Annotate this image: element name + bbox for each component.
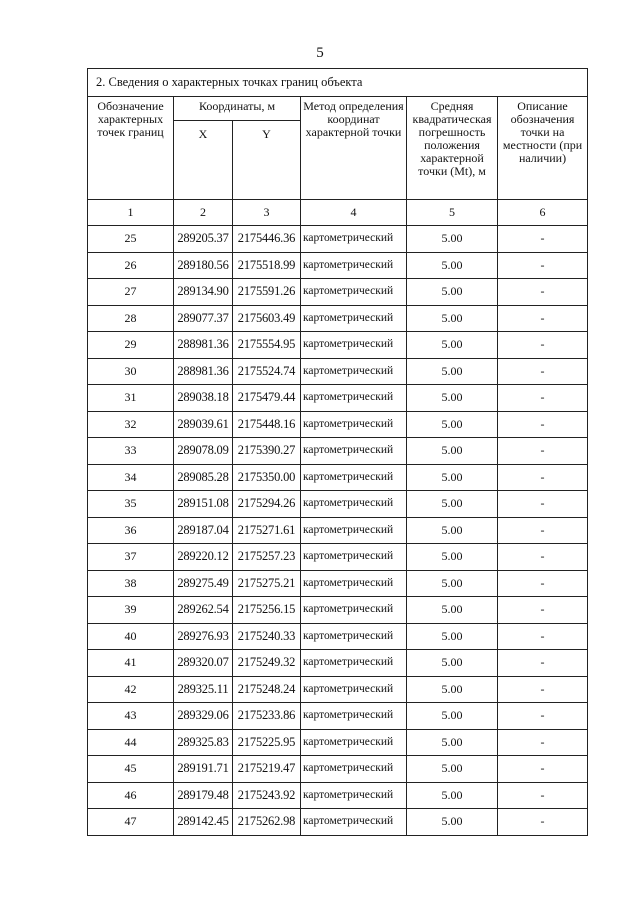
header-method: Метод определения координат характерной точки bbox=[301, 97, 407, 200]
table-row bbox=[88, 597, 588, 624]
x-coordinate-cell: 289039.61 bbox=[174, 411, 233, 438]
table-row bbox=[88, 676, 588, 703]
description-cell: - bbox=[498, 809, 588, 836]
header-mean-error: Средняя квадратическая погрешность положения характерной точки (Mt), м bbox=[407, 97, 498, 200]
point-id-cell: 44 bbox=[88, 729, 174, 756]
y-coordinate-cell: 2175262.98 bbox=[233, 809, 301, 836]
description-cell: - bbox=[498, 252, 588, 279]
y-coordinate-cell: 2175603.49 bbox=[233, 305, 301, 332]
point-id-cell: 28 bbox=[88, 305, 174, 332]
point-id-cell: 41 bbox=[88, 650, 174, 677]
section-title-row bbox=[88, 69, 588, 97]
point-id-cell: 33 bbox=[88, 438, 174, 465]
point-id-cell: 31 bbox=[88, 385, 174, 412]
point-id-cell: 40 bbox=[88, 623, 174, 650]
mean-error-cell: 5.00 bbox=[407, 782, 498, 809]
x-coordinate-cell: 289325.83 bbox=[174, 729, 233, 756]
description-cell: - bbox=[498, 782, 588, 809]
table-row bbox=[88, 358, 588, 385]
description-cell: - bbox=[498, 623, 588, 650]
table-row bbox=[88, 650, 588, 677]
y-coordinate-cell: 2175275.21 bbox=[233, 570, 301, 597]
x-coordinate-cell: 289276.93 bbox=[174, 623, 233, 650]
point-id-cell: 34 bbox=[88, 464, 174, 491]
description-cell: - bbox=[498, 358, 588, 385]
description-cell: - bbox=[498, 676, 588, 703]
point-id-cell: 35 bbox=[88, 491, 174, 518]
method-cell: картометрический bbox=[301, 729, 407, 756]
table-row bbox=[88, 703, 588, 730]
point-id-cell: 25 bbox=[88, 226, 174, 253]
description-cell: - bbox=[498, 491, 588, 518]
mean-error-cell: 5.00 bbox=[407, 650, 498, 677]
description-cell: - bbox=[498, 464, 588, 491]
table-row bbox=[88, 756, 588, 783]
method-cell: картометрический bbox=[301, 676, 407, 703]
method-cell: картометрический bbox=[301, 623, 407, 650]
section-title: 2. Сведения о характерных точках границ объекта bbox=[88, 69, 588, 97]
y-coordinate-cell: 2175256.15 bbox=[233, 597, 301, 624]
x-coordinate-cell: 289085.28 bbox=[174, 464, 233, 491]
method-cell: картометрический bbox=[301, 252, 407, 279]
mean-error-cell: 5.00 bbox=[407, 438, 498, 465]
y-coordinate-cell: 2175219.47 bbox=[233, 756, 301, 783]
point-id-cell: 42 bbox=[88, 676, 174, 703]
mean-error-cell: 5.00 bbox=[407, 623, 498, 650]
mean-error-cell: 5.00 bbox=[407, 570, 498, 597]
column-number: 4 bbox=[301, 200, 407, 226]
method-cell: картометрический bbox=[301, 358, 407, 385]
page-number: 5 bbox=[316, 45, 324, 61]
x-coordinate-cell: 289187.04 bbox=[174, 517, 233, 544]
column-numbers-row bbox=[88, 200, 588, 226]
mean-error-cell: 5.00 bbox=[407, 703, 498, 730]
point-id-cell: 37 bbox=[88, 544, 174, 571]
point-id-cell: 43 bbox=[88, 703, 174, 730]
point-id-cell: 45 bbox=[88, 756, 174, 783]
x-coordinate-cell: 289205.37 bbox=[174, 226, 233, 253]
table-row bbox=[88, 464, 588, 491]
description-cell: - bbox=[498, 756, 588, 783]
column-number: 5 bbox=[407, 200, 498, 226]
y-coordinate-cell: 2175271.61 bbox=[233, 517, 301, 544]
method-cell: картометрический bbox=[301, 782, 407, 809]
y-coordinate-cell: 2175233.86 bbox=[233, 703, 301, 730]
description-cell: - bbox=[498, 279, 588, 306]
y-coordinate-cell: 2175257.23 bbox=[233, 544, 301, 571]
table-row bbox=[88, 517, 588, 544]
table-row bbox=[88, 570, 588, 597]
point-id-cell: 32 bbox=[88, 411, 174, 438]
y-coordinate-cell: 2175350.00 bbox=[233, 464, 301, 491]
table-row bbox=[88, 305, 588, 332]
method-cell: картометрический bbox=[301, 226, 407, 253]
point-id-cell: 38 bbox=[88, 570, 174, 597]
mean-error-cell: 5.00 bbox=[407, 358, 498, 385]
x-coordinate-cell: 289078.09 bbox=[174, 438, 233, 465]
mean-error-cell: 5.00 bbox=[407, 517, 498, 544]
method-cell: картометрический bbox=[301, 411, 407, 438]
mean-error-cell: 5.00 bbox=[407, 226, 498, 253]
method-cell: картометрический bbox=[301, 756, 407, 783]
x-coordinate-cell: 289220.12 bbox=[174, 544, 233, 571]
description-cell: - bbox=[498, 411, 588, 438]
description-cell: - bbox=[498, 332, 588, 359]
description-cell: - bbox=[498, 517, 588, 544]
table-row bbox=[88, 729, 588, 756]
x-coordinate-cell: 288981.36 bbox=[174, 332, 233, 359]
method-cell: картометрический bbox=[301, 517, 407, 544]
point-id-cell: 26 bbox=[88, 252, 174, 279]
table-row bbox=[88, 279, 588, 306]
y-coordinate-cell: 2175225.95 bbox=[233, 729, 301, 756]
point-id-cell: 47 bbox=[88, 809, 174, 836]
table-row bbox=[88, 332, 588, 359]
method-cell: картометрический bbox=[301, 809, 407, 836]
header-x: X bbox=[174, 121, 233, 200]
point-id-cell: 39 bbox=[88, 597, 174, 624]
point-id-cell: 30 bbox=[88, 358, 174, 385]
method-cell: картометрический bbox=[301, 438, 407, 465]
method-cell: картометрический bbox=[301, 703, 407, 730]
mean-error-cell: 5.00 bbox=[407, 809, 498, 836]
method-cell: картометрический bbox=[301, 597, 407, 624]
method-cell: картометрический bbox=[301, 544, 407, 571]
x-coordinate-cell: 289134.90 bbox=[174, 279, 233, 306]
table-row bbox=[88, 438, 588, 465]
column-number: 2 bbox=[174, 200, 233, 226]
header-row bbox=[88, 97, 588, 121]
boundary-points-table bbox=[87, 68, 588, 836]
table-row bbox=[88, 411, 588, 438]
header-description: Описание обозначения точки на местности (при наличии) bbox=[498, 97, 588, 200]
column-number: 6 bbox=[498, 200, 588, 226]
x-coordinate-cell: 289142.45 bbox=[174, 809, 233, 836]
table-row bbox=[88, 385, 588, 412]
x-coordinate-cell: 289262.54 bbox=[174, 597, 233, 624]
x-coordinate-cell: 289325.11 bbox=[174, 676, 233, 703]
x-coordinate-cell: 289077.37 bbox=[174, 305, 233, 332]
method-cell: картометрический bbox=[301, 464, 407, 491]
x-coordinate-cell: 289275.49 bbox=[174, 570, 233, 597]
x-coordinate-cell: 289320.07 bbox=[174, 650, 233, 677]
description-cell: - bbox=[498, 438, 588, 465]
method-cell: картометрический bbox=[301, 385, 407, 412]
mean-error-cell: 5.00 bbox=[407, 464, 498, 491]
method-cell: картометрический bbox=[301, 570, 407, 597]
mean-error-cell: 5.00 bbox=[407, 305, 498, 332]
table-row bbox=[88, 491, 588, 518]
description-cell: - bbox=[498, 544, 588, 571]
point-id-cell: 29 bbox=[88, 332, 174, 359]
x-coordinate-cell: 289038.18 bbox=[174, 385, 233, 412]
y-coordinate-cell: 2175294.26 bbox=[233, 491, 301, 518]
y-coordinate-cell: 2175249.32 bbox=[233, 650, 301, 677]
mean-error-cell: 5.00 bbox=[407, 544, 498, 571]
description-cell: - bbox=[498, 597, 588, 624]
description-cell: - bbox=[498, 226, 588, 253]
description-cell: - bbox=[498, 650, 588, 677]
description-cell: - bbox=[498, 305, 588, 332]
y-coordinate-cell: 2175243.92 bbox=[233, 782, 301, 809]
table-row bbox=[88, 782, 588, 809]
y-coordinate-cell: 2175518.99 bbox=[233, 252, 301, 279]
table-row bbox=[88, 252, 588, 279]
method-cell: картометрический bbox=[301, 491, 407, 518]
method-cell: картометрический bbox=[301, 279, 407, 306]
description-cell: - bbox=[498, 570, 588, 597]
x-coordinate-cell: 289151.08 bbox=[174, 491, 233, 518]
y-coordinate-cell: 2175446.36 bbox=[233, 226, 301, 253]
y-coordinate-cell: 2175248.24 bbox=[233, 676, 301, 703]
y-coordinate-cell: 2175554.95 bbox=[233, 332, 301, 359]
method-cell: картометрический bbox=[301, 650, 407, 677]
y-coordinate-cell: 2175524.74 bbox=[233, 358, 301, 385]
table-row bbox=[88, 226, 588, 253]
column-number: 3 bbox=[233, 200, 301, 226]
description-cell: - bbox=[498, 729, 588, 756]
y-coordinate-cell: 2175479.44 bbox=[233, 385, 301, 412]
point-id-cell: 36 bbox=[88, 517, 174, 544]
point-id-cell: 46 bbox=[88, 782, 174, 809]
mean-error-cell: 5.00 bbox=[407, 597, 498, 624]
x-coordinate-cell: 289191.71 bbox=[174, 756, 233, 783]
description-cell: - bbox=[498, 385, 588, 412]
y-coordinate-cell: 2175390.27 bbox=[233, 438, 301, 465]
x-coordinate-cell: 288981.36 bbox=[174, 358, 233, 385]
x-coordinate-cell: 289180.56 bbox=[174, 252, 233, 279]
y-coordinate-cell: 2175240.33 bbox=[233, 623, 301, 650]
mean-error-cell: 5.00 bbox=[407, 279, 498, 306]
mean-error-cell: 5.00 bbox=[407, 252, 498, 279]
method-cell: картометрический bbox=[301, 305, 407, 332]
x-coordinate-cell: 289179.48 bbox=[174, 782, 233, 809]
method-cell: картометрический bbox=[301, 332, 407, 359]
table-row bbox=[88, 809, 588, 836]
point-id-cell: 27 bbox=[88, 279, 174, 306]
table-row bbox=[88, 544, 588, 571]
mean-error-cell: 5.00 bbox=[407, 729, 498, 756]
header-y: Y bbox=[233, 121, 301, 200]
header-point-designation: Обозначение характерных точек границ bbox=[88, 97, 174, 200]
table-row bbox=[88, 623, 588, 650]
mean-error-cell: 5.00 bbox=[407, 676, 498, 703]
mean-error-cell: 5.00 bbox=[407, 411, 498, 438]
y-coordinate-cell: 2175448.16 bbox=[233, 411, 301, 438]
mean-error-cell: 5.00 bbox=[407, 385, 498, 412]
mean-error-cell: 5.00 bbox=[407, 756, 498, 783]
x-coordinate-cell: 289329.06 bbox=[174, 703, 233, 730]
description-cell: - bbox=[498, 703, 588, 730]
column-number: 1 bbox=[88, 200, 174, 226]
mean-error-cell: 5.00 bbox=[407, 491, 498, 518]
mean-error-cell: 5.00 bbox=[407, 332, 498, 359]
header-coordinates: Координаты, м bbox=[174, 97, 301, 121]
y-coordinate-cell: 2175591.26 bbox=[233, 279, 301, 306]
